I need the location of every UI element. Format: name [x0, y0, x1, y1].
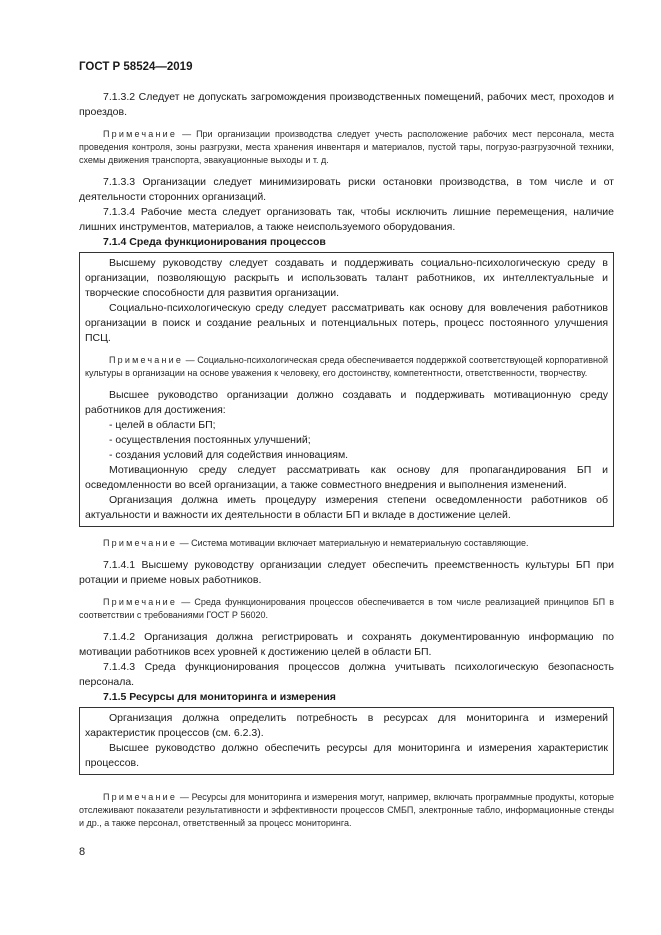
paragraph-7-1-4-2: 7.1.4.2 Организация должна регистрировать и сохранять документированную информацию по мотивации работников всех уровней к достижению целей в области БП.: [79, 631, 614, 658]
box-paragraph: Организация должна иметь процедуру измерения степени осведомленности работников об актуальности и важности их деятельности в области БП и вкладе в достижение целей.: [85, 494, 608, 521]
note-label: Примечание: [103, 792, 178, 802]
note-social-psychological: [85, 354, 608, 380]
page-number: 8: [79, 846, 86, 858]
note-label: Примечание: [103, 538, 178, 548]
list-item: - осуществления постоянных улучшений;: [109, 434, 311, 446]
note-text: — Система мотивации включает материальную и нематериальную составляющие.: [177, 538, 529, 548]
note-text: — Ресурсы для мониторинга и измерения могут, например, включать программные продукты, которые отслеживают показатели результативности и эффективности процессов СМБП, электронные табло, информационные стенды и др., а также персонал, ответственный за процесс мониторинга.: [79, 792, 614, 828]
list-item: - создания условий для содействия инновациям.: [109, 449, 349, 461]
box-paragraph: Мотивационную среду следует рассматривать как основу для пропагандирования БП и осведомленности во всей организации, а также совместного внедрения и выполнения изменений.: [85, 464, 608, 491]
box-paragraph: Высшее руководство организации должно создавать и поддерживать мотивационную среду работников для достижения:: [85, 389, 608, 416]
box-paragraph: Организация должна определить потребность в ресурсах для мониторинга и измерений характеристик процессов (см. 6.2.3).: [85, 712, 608, 739]
note-label: Примечание: [103, 129, 178, 139]
box-paragraph: Высшему руководству следует создавать и поддерживать социально-психологическую среду в организации, позволяющую раскрыть и использовать талант работников, их интеллектуальные и творческие способности для развития организации.: [85, 257, 608, 299]
note-monitoring-resources: [79, 791, 614, 830]
note-text: — Среда функционирования процессов обеспечивается в том числе реализацией принципов БП в соответствии с требованиями ГОСТ Р 56020.: [79, 597, 614, 620]
box-paragraph: Социально-психологическую среду следует рассматривать как основу для вовлечения работников организации в поиск и создание реальных и потенциальных потерь, процесс постоянного улучшения ПСЦ.: [85, 302, 608, 344]
paragraph-7-1-3-2: 7.1.3.2 Следует не допускать загромождения производственных помещений, рабочих мест, проходов и проездов.: [79, 91, 614, 118]
paragraph-7-1-4-1: 7.1.4.1 Высшему руководству организации следует обеспечить преемственность культуры БП при ротации и приеме новых работников.: [79, 559, 614, 586]
box-paragraph: Высшее руководство должно обеспечить ресурсы для мониторинга и измерения характеристик процессов.: [85, 742, 608, 769]
list-item: - целей в области БП;: [109, 419, 216, 431]
paragraph-7-1-3-4: 7.1.3.4 Рабочие места следует организовать так, чтобы исключить лишние перемещения, наличие лишних инструментов, материалов, а также неиспользуемого оборудования.: [79, 206, 614, 233]
note-production-layout: [79, 128, 614, 167]
requirements-box-7-1-4: [79, 252, 614, 527]
requirements-box-7-1-5: [79, 707, 614, 775]
note-text: — При организации производства следует учесть расположение рабочих мест персонала, места проведения контроля, зоны разгрузки, места хранения инвентаря и материалов, пустой тары, погрузо-разгрузочной техники, схемы движения транспорта, эвакуационные выходы и т. д.: [79, 129, 614, 165]
note-label: Примечание: [103, 597, 178, 607]
paragraph-7-1-3-3: 7.1.3.3 Организации следует минимизировать риски остановки производства, в том числе и от деятельности сторонних организаций.: [79, 176, 614, 203]
note-text: — Социально-психологическая среда обеспечивается поддержкой соответствующей корпоративной культуры в организации на основе уважения к человеку, его достоинству, компетентности, ответственности, творчеству.: [85, 355, 608, 378]
document-header: ГОСТ Р 58524—2019: [79, 61, 193, 73]
section-heading-7-1-4: 7.1.4 Среда функционирования процессов: [103, 236, 326, 248]
note-label: Примечание: [109, 355, 184, 365]
section-heading-7-1-5: 7.1.5 Ресурсы для мониторинга и измерения: [103, 691, 336, 703]
note-process-environment: [79, 596, 614, 622]
note-motivation-system: [79, 537, 614, 550]
page-content: [79, 90, 614, 830]
paragraph-7-1-4-3: 7.1.4.3 Среда функционирования процессов должна учитывать психологическую безопасность персонала.: [79, 661, 614, 688]
